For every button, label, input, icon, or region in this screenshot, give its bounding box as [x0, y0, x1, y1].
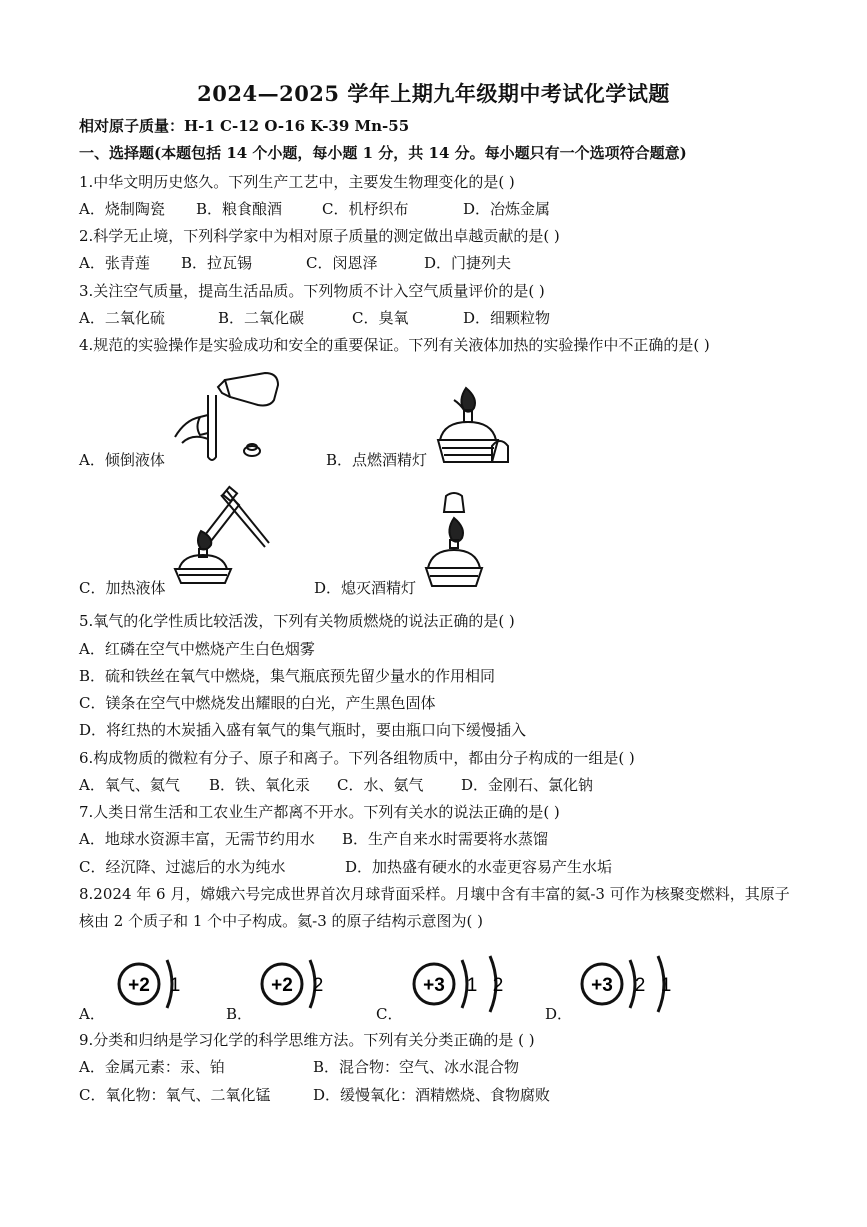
q9-option-b: B．混合物：空气、冰水混合物: [313, 1058, 520, 1076]
q5-option-d: D．将红热的木炭插入盛有氧气的集气瓶时，要由瓶口向下缓慢插入: [79, 721, 527, 739]
q4-option-c: C．加热液体: [79, 579, 166, 597]
q8-option-a: A．: [79, 1005, 105, 1023]
q6-option-a: A．氧气、氦气: [79, 776, 180, 794]
nucleus-charge: +3: [423, 975, 445, 996]
q5-stem: 5.氧气的化学性质比较活泼，下列有关物质燃烧的说法正确的是( ): [79, 612, 515, 630]
q5-option-c: C．镁条在空气中燃烧发出耀眼的白光，产生黑色固体: [79, 694, 436, 712]
shell-1-electrons: 2: [312, 975, 324, 996]
atom-svg: [115, 952, 195, 1016]
q5-option-a: A．红磷在空气中燃烧产生白色烟雾: [79, 640, 315, 658]
q3-option-d: D．细颗粒物: [463, 309, 551, 327]
q6-option-c: C．水、氨气: [337, 776, 424, 794]
figure-extinguish-lamp: [420, 492, 490, 591]
atom-diagram-c: [410, 952, 520, 1020]
q9-stem: 9.分类和归纳是学习化学的科学思维方法。下列有关分类正确的是 ( ): [79, 1031, 535, 1049]
nucleus-charge: +2: [271, 975, 293, 996]
figure-lighting-lamp: [430, 380, 510, 474]
q6-stem: 6.构成物质的微粒有分子、原子和离子。下列各组物质中，都由分子构成的一组是( ): [79, 749, 635, 767]
q7-stem: 7.人类日常生活和工农业生产都离不开水。下列有关水的说法正确的是( ): [79, 803, 560, 821]
atomic-masses: 相对原子质量：H-1 C-12 O-16 K-39 Mn-55: [79, 117, 410, 135]
q5-option-b: B．硫和铁丝在氧气中燃烧，集气瓶底预先留少量水的作用相同: [79, 667, 496, 685]
shell-1-electrons: 1: [169, 975, 181, 996]
nucleus-charge: +3: [591, 975, 613, 996]
q4-option-b: B．点燃酒精灯: [326, 451, 428, 469]
q3-option-c: C．臭氧: [352, 309, 409, 327]
q8-stem-line1: 8.2024 年 6 月，嫦娥六号完成世界首次月球背面采样。月壤中含有丰富的氦-3 可作为核聚变燃料，其原子: [79, 885, 790, 903]
nucleus-charge: +2: [128, 975, 150, 996]
shell-2-electrons: 2: [492, 975, 504, 996]
q1-option-b: B．粮食酿酒: [196, 200, 283, 218]
section-heading: 一、选择题(本题包括 14 个小题，每小题 1 分，共 14 分。每小题只有一个选项符合题意): [79, 144, 687, 162]
q4-stem: 4.规范的实验操作是实验成功和安全的重要保证。下列有关液体加热的实验操作中不正确的是( ): [79, 336, 710, 354]
q1-option-a: A．烧制陶瓷: [79, 200, 165, 218]
exam-title: 2024—2025 学年上期九年级期中考试化学试题: [197, 81, 670, 106]
q2-option-b: B．拉瓦锡: [181, 254, 253, 272]
shell-1-electrons: 2: [634, 975, 646, 996]
q1-option-c: C．机杼织布: [322, 200, 409, 218]
shell-1-electrons: 1: [466, 975, 478, 996]
q4-option-d: D．熄灭酒精灯: [314, 579, 417, 597]
q9-option-d: D．缓慢氧化：酒精燃烧、食物腐败: [313, 1086, 551, 1104]
q1-option-d: D．冶炼金属: [463, 200, 551, 218]
q3-option-a: A．二氧化硫: [79, 309, 165, 327]
atom-diagram-b: [258, 952, 338, 1020]
q7-option-a: A．地球水资源丰富，无需节约用水: [79, 830, 315, 848]
q9-option-a: A．金属元素：汞、铂: [79, 1058, 225, 1076]
figure-heating-liquid: [165, 485, 275, 589]
q2-stem: 2.科学无止境，下列科学家中为相对原子质量的测定做出卓越贡献的是( ): [79, 227, 560, 245]
atom-diagram-d: [578, 952, 688, 1020]
q8-stem-line2: 核由 2 个质子和 1 个中子构成。氦-3 的原子结构示意图为( ): [79, 912, 484, 930]
shell-2-electrons: 1: [660, 975, 672, 996]
q9-option-c: C．氧化物：氧气、二氧化锰: [79, 1086, 271, 1104]
q6-option-b: B．铁、氧化汞: [209, 776, 311, 794]
q8-option-d: D．: [545, 1005, 573, 1023]
atom-diagram-a: [115, 952, 195, 1020]
q7-option-c: C．经沉降、过滤后的水为纯水: [79, 858, 286, 876]
q1-stem: 1.中华文明历史悠久。下列生产工艺中，主要发生物理变化的是( ): [79, 173, 515, 191]
q6-option-d: D．金刚石、氯化钠: [461, 776, 594, 794]
q2-option-d: D．门捷列夫: [424, 254, 512, 272]
q7-option-d: D．加热盛有硬水的水壶更容易产生水垢: [345, 858, 613, 876]
q2-option-a: A．张青莲: [79, 254, 150, 272]
q8-option-c: C．: [376, 1005, 403, 1023]
q8-option-b: B．: [226, 1005, 253, 1023]
figure-pouring-liquid: [170, 365, 285, 469]
q7-option-b: B．生产自来水时需要将水蒸馏: [342, 830, 549, 848]
q2-option-c: C．闵恩泽: [306, 254, 378, 272]
q3-stem: 3.关注空气质量，提高生活品质。下列物质不计入空气质量评价的是( ): [79, 282, 545, 300]
q4-option-a: A．倾倒液体: [79, 451, 165, 469]
q3-option-b: B．二氧化碳: [218, 309, 305, 327]
